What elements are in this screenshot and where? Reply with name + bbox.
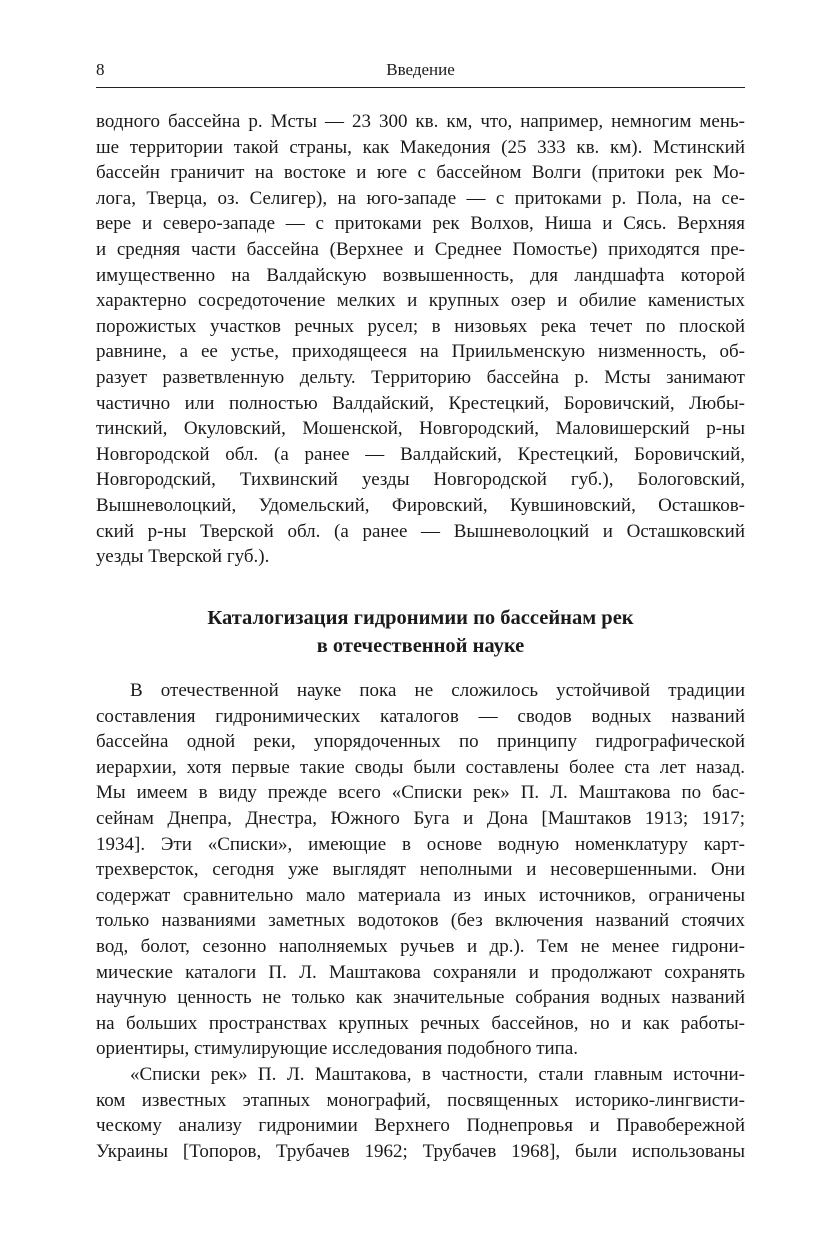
paragraph-1	[96, 109, 745, 570]
text-line: научную ценность не только как значительные собрания водных названий	[96, 987, 745, 1009]
running-header	[96, 60, 745, 84]
text-line: «Списки рек» П. Л. Маштакова, в частности, стали главным источни-	[130, 1064, 745, 1085]
text-line: лога, Тверца, оз. Селигер), на юго-западе — с притоками р. Пола, на се-	[96, 187, 745, 209]
text-line: вод, болот, сезонно наполняемых ручьев и др.). Тем не менее гидрони-	[96, 935, 745, 957]
text-line: Новгородский, Тихвинский уезды Новгородской губ.), Бологовский,	[96, 469, 745, 491]
section-heading-line: в отечественной науке	[316, 635, 525, 657]
text-line: тинский, Окуловский, Мошенской, Новгородский, Маловишерский р-ны	[96, 418, 745, 440]
text-line: иерархии, хотя первые такие своды были составлены более ста лет назад.	[96, 756, 745, 778]
text-line: разует разветвленную дельту. Территорию бассейна р. Мсты занимают	[96, 366, 745, 388]
text-line: ше территории такой страны, как Македония (25 333 кв. км). Мстинский	[96, 136, 745, 158]
text-line: 1934]. Эти «Списки», имеющие в основе водную номенклатуру карт-	[96, 833, 745, 855]
paragraph-2	[96, 678, 745, 1062]
text-line: и средняя части бассейна (Верхнее и Среднее Помостье) приходятся пре-	[96, 238, 745, 260]
text-line: Вышневолоцкий, Удомельский, Фировский, Кувшиновский, Осташков-	[96, 494, 745, 516]
text-line: характерно сосредоточение мелких и крупных озер и обилие каменистых	[96, 290, 745, 312]
text-line: ский р-ны Тверской обл. (а ранее — Вышневолоцкий и Осташковский	[96, 520, 745, 542]
section-heading-line: Каталогизация гидронимии по бассейнам рек	[207, 607, 634, 629]
text-line: составления гидронимических каталогов — сводов водных названий	[96, 705, 745, 727]
text-line: на больших пространствах крупных речных бассейнов, но и как работы-	[96, 1012, 745, 1034]
text-line: порожистых участков речных русел; в низовьях река течет по плоской	[96, 315, 745, 337]
text-line: сейнам Днепра, Днестра, Южного Буга и Дона [Маштаков 1913; 1917;	[96, 807, 745, 829]
text-line: Украины [Топоров, Трубачев 1962; Трубачев 1968], были использованы	[96, 1140, 745, 1162]
text-line: В отечественной науке пока не сложилось устойчивой традиции	[130, 680, 745, 701]
text-line: только названиями заметных водотоков (без включения названий стоячих	[96, 910, 745, 932]
text-line: мические каталоги П. Л. Маштакова сохраняли и продолжают сохранять	[96, 961, 745, 983]
text-line: равнине, а ее устье, приходящееся на Приильменскую низменность, об-	[96, 341, 745, 363]
text-line: имущественно на Валдайскую возвышенность, для ландшафта которой	[96, 264, 745, 286]
text-line: Мы имеем в виду прежде всего «Списки рек» П. Л. Маштакова по бас-	[96, 782, 745, 804]
page-number: 8	[96, 60, 105, 79]
paragraph-3	[96, 1062, 745, 1164]
text-line: ориентиры, стимулирующие исследования подобного типа.	[96, 1038, 579, 1060]
header-rule	[96, 87, 745, 88]
text-line: бассейн граничит на востоке и юге с бассейном Волги (притоки рек Мо-	[96, 162, 745, 184]
text-line: вере и северо-западе — с притоками рек Волхов, Ниша и Сясь. Верхняя	[96, 213, 745, 235]
text-line: бассейна одной реки, упорядоченных по принципу гидрографической	[96, 731, 745, 753]
text-line: содержат сравнительно мало материала из иных источников, ограничены	[96, 884, 745, 906]
text-line: трехверсток, сегодня уже выглядят неполными и несовершенными. Они	[96, 859, 745, 881]
section-heading	[96, 604, 745, 660]
text-line: ком известных этапных монографий, посвященных историко-лингвисти-	[96, 1089, 745, 1111]
running-title: Введение	[386, 60, 455, 79]
text-line: уезды Тверской губ.).	[96, 546, 270, 568]
text-line: водного бассейна р. Мсты — 23 300 кв. км, что, например, немногим мень-	[96, 111, 745, 132]
text-line: Новгородской обл. (а ранее — Валдайский, Крестецкий, Боровичский,	[96, 443, 745, 465]
text-line: частично или полностью Валдайский, Крестецкий, Боровичский, Любы-	[96, 392, 745, 414]
text-line: ческому анализу гидронимии Верхнего Поднепровья и Правобережной	[96, 1115, 745, 1137]
